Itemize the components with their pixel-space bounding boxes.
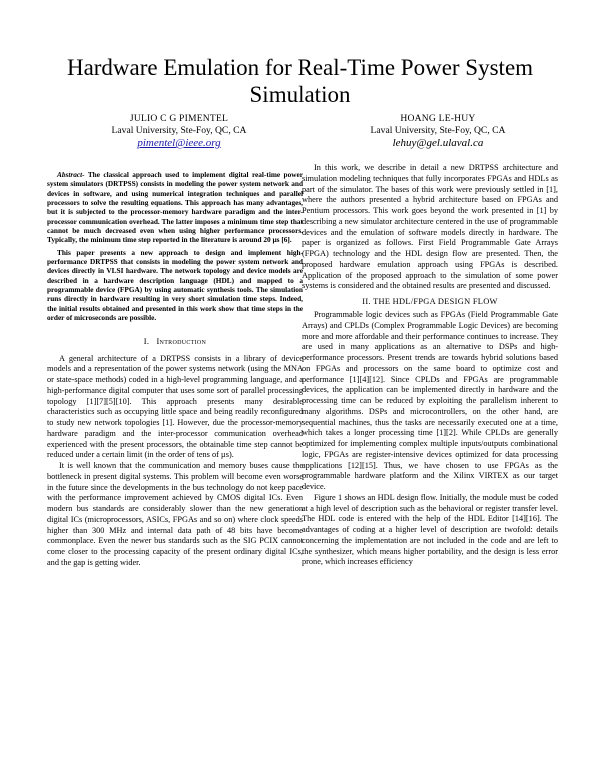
abstract-label: Abstract- (57, 170, 85, 179)
left-column (47, 170, 303, 569)
author-affiliation: Laval University, Ste-Foy, QC, CA (111, 124, 247, 136)
intro-paragraph-2: It is well known that the communication and memory buses cause the bottleneck in present digital systems. This problem will become even worse in the future since the developments in the bus technology do not keep pace with the performance improvement achieved by CMOS digital ICs. Even modern bus standards are considerably slower than the new generation digital ICs (microprocessors, ASICs, FPGAs and so on) where clock speeds higher than 300 MHz and internal data path of 48 bits have become commonplace. Even the newer bus standards such as the SIG PCIX cannot come closer to the processing capacity of the present ordinary digital ICs, and the gap is getting wider. (47, 461, 303, 567)
author-block-2 (323, 113, 553, 151)
author-email-link[interactable]: pimentel@ieee.org (137, 137, 221, 149)
author-block-1 (64, 113, 294, 151)
author-name: JULIO C G PIMENTEL (129, 113, 229, 124)
intro-paragraph-3: In this work, we describe in detail a new DRTPSS architecture and simulation modeling techniques that fully incorporates FPGAs and HDLs as part of the simulator. The bases of this work were previously settled in [1], where the authors presented a hybrid architecture based on FPGAs and Pentium processors. This work goes beyond the work presented in [1] by describing a new simulator architecture centered in the use of programmable devices and the emulation of software models directly in hardware. The paper is organized as follows. First Field Programmable Gate Arrays (FPGA) technology and the HDL design flow are presented. Then, the proposed hardware emulation approach using FPGAs is described. Application of the proposed approach to the simulation of some power systems is considered and the obtained results are presented and discussed. (302, 163, 558, 291)
abstract-text-1: The classical approach used to implement digital real-time power system simulators (DRTPSS) consists in modeling the power system network and devices in software, and using numerical integration techniques and parallel processors to solve the resulting equations. This approach has many advantages, but it is subjected to the processor-memory hardware paradigm and the inter-processor communication overhead. The latter imposes a minimum time step that cannot be much decreased even when using higher performance processors. Typically, the minimum time step reported in the literature is around 20 µs [6]. (47, 170, 303, 245)
abstract-paragraph-2: This paper presents a new approach to design and implement high-performance DRTPSS that consists in modeling the power system network and devices directly in VLSI hardware. The network topology and device models are described in a hardware description language (HDL) and mapped to a programmable device (FPGA) by using automatic synthesis tools. The simulation runs directly in hardware resulting in very short simulation time steps. Indeed, the initial results obtained and presented in this work show that time steps in the order of microseconds are possible. (47, 247, 303, 323)
section-heading-hdl-fpga: II. THE HDL/FPGA DESIGN FLOW (362, 297, 498, 306)
right-column (302, 163, 558, 568)
abstract-paragraph-1 (47, 170, 303, 245)
author-email: lehuy@gel.ulaval.ca (392, 137, 484, 149)
section-title: Introduction (156, 336, 207, 346)
section2-paragraph-2: Figure 1 shows an HDL design flow. Initially, the module must be coded at a high level of description such as the behavioral or register transfer level. The HDL code is entered with the help of the HDL Editor [14][16]. The advantages of coding at a higher level of description are twofold: details concerning the implementation are not included in the code and are left to the synthesizer, which means higher portability, and the design is less error prone, which increases efficiency (302, 492, 558, 567)
section2-paragraph-1: Programmable logic devices such as FPGAs (Field Programmable Gate Arrays) and CPLDs (Complex Programmable Logic Devices) are becoming more and more affordable and their performance continues to increase. They are used in many applications as an alternative to DSPs and high-performance processors. Present trends are towards hybrid solutions based on FPGAs and processors on the same board to optimize cost and performance [1][4][12]. Since CPLDs and FPGAs are programmable devices, the application can be implemented directly in hardware and the processing time can be reduced by exploiting the parallelism inherent to many algorithms. DSPs and microcontrollers, on the other hand, are sequential machines, thus the tasks are necessarily executed one at a time, which takes a longer processing time [1][2]. While CPLDs are generally optimized for implementing complex multiple inputs/outputs combinational logic, FPGAs are register-intensive devices optimized for data processing applications [12][15]. Thus, we have chosen to use FPGAs as the programmable hardware platform and the Xilinx VIRTEX as our target device. (302, 310, 558, 491)
author-name: HOANG LE-HUY (400, 113, 476, 124)
section-heading-introduction (47, 336, 303, 347)
intro-paragraph-1: A general architecture of a DRTPSS consists in a library of device models and a representation of the power systems network (using the MNA or state-space methods) coded in a high-level programming language, and a high-performance digital computer that uses some sort of parallel processing topology [1][7][5][10]. This approach presents many desirable characteristics such as occupying little space and being readily reconfigured to study new network topologies [1]. However, due the processor-memory hardware paradigm and the inter-processor communication overhead experienced with the present processors, the obtainable time step cannot be reduced under a certain limit (in the order of tens of µs). (47, 353, 303, 460)
paper-title: Hardware Emulation for Real-Time Power System Simulation (66, 55, 534, 107)
author-affiliation: Laval University, Ste-Foy, QC, CA (370, 124, 506, 136)
section-number: I. (143, 336, 150, 346)
